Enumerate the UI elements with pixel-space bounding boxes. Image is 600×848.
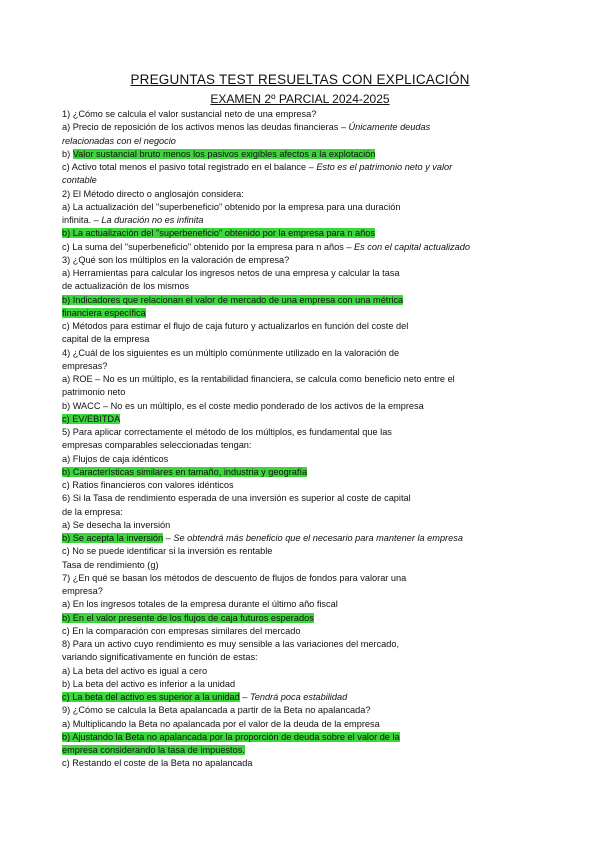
line-segment: b) WACC – No es un múltiplo, es el coste medio ponderado de los activos de la empresa xyxy=(62,400,424,411)
highlighted-answer: b) En el valor presente de los flujos de caja futuros esperados xyxy=(62,612,314,623)
line-segment: c) La suma del "superbeneficio" obtenido por la empresa para n años – xyxy=(62,241,355,252)
highlighted-answer: c) La beta del activo es superior a la unidad xyxy=(62,692,240,702)
text-line xyxy=(62,691,347,703)
line-segment: patrimonio neto xyxy=(62,387,126,398)
explanation-text: La duración no es infinita xyxy=(101,215,204,225)
text-line xyxy=(62,307,146,319)
text-line xyxy=(62,360,107,372)
text-line xyxy=(62,559,159,571)
text-line xyxy=(62,135,176,147)
text-line xyxy=(62,638,399,650)
text-line xyxy=(62,174,97,186)
text-line xyxy=(62,413,120,425)
line-segment: 4) ¿Cuál de los siguientes es un múltiplo comúnmente utilizado en la valoración de xyxy=(62,347,400,358)
text-line xyxy=(62,718,380,730)
text-line xyxy=(62,400,424,412)
line-segment: empresas? xyxy=(62,360,108,371)
line-segment: variando significativamente en función de estas: xyxy=(62,652,258,663)
text-line xyxy=(62,201,401,213)
explanation-text: Se obtendrá más beneficio que el necesario para mantener la empresa xyxy=(173,533,463,543)
line-segment: a) La beta del activo es igual a cero xyxy=(62,665,208,676)
line-segment: a) ROE – No es un múltiplo, es la rentabilidad financiera, se calcula como beneficio neto entre el xyxy=(62,374,455,384)
text-line xyxy=(62,280,189,292)
line-segment: c) Métodos para estimar el flujo de caja futuro y actualizarlos en función del coste del xyxy=(62,321,409,331)
text-line xyxy=(62,492,411,504)
line-segment: c) Activo total menos el pasivo total registrado en el balance – xyxy=(62,162,317,172)
text-line xyxy=(62,188,244,200)
text-line xyxy=(62,704,371,716)
line-segment: de la empresa: xyxy=(62,506,123,517)
line-segment: 2) El Método directo o anglosajón considera: xyxy=(62,188,244,199)
line-segment: 7) ¿En qué se basan los métodos de descuento de flujos de fondos para valorar una xyxy=(62,572,407,583)
line-segment: a) La actualización del "superbeneficio" obtenido por la empresa para una duración xyxy=(62,201,401,212)
line-segment: a) En los ingresos totales de la empresa durante el último año fiscal xyxy=(62,599,338,610)
line-segment: 1) ¿Cómo se calcula el valor sustancial neto de una empresa? xyxy=(62,109,317,119)
explanation-text: relacionadas con el negocio xyxy=(62,135,176,146)
line-segment: – xyxy=(239,692,250,702)
line-segment: capital de la empresa xyxy=(62,334,150,345)
text-line xyxy=(62,161,452,173)
highlighted-answer: b) Ajustando la Beta no apalancada por la proporción de deuda sobre el valor de la xyxy=(62,731,400,742)
text-line xyxy=(62,744,245,756)
explanation-text: Tendrá poca estabilidad xyxy=(249,692,348,702)
text-line xyxy=(62,532,463,544)
line-segment: a) Multiplicando la Beta no apalancada por el valor de la deuda de la empresa xyxy=(62,718,380,729)
line-segment: a) Herramientas para calcular los ingresos netos de una empresa y calcular la tasa xyxy=(62,268,400,278)
text-line xyxy=(62,254,289,266)
text-line xyxy=(62,625,300,637)
line-segment: a) Flujos de caja idénticos xyxy=(62,453,169,464)
document-subtitle: EXAMEN 2º PARCIAL 2024-2025 xyxy=(210,92,390,106)
text-line xyxy=(62,333,149,345)
text-line xyxy=(62,294,403,306)
highlighted-answer: b) Indicadores que relacionan el valor de mercado de una empresa con una métrica xyxy=(62,294,404,305)
line-segment: empresa? xyxy=(62,586,103,596)
text-line xyxy=(62,506,123,518)
line-segment: 5) Para aplicar correctamente el método de los múltiplos, es fundamental que las xyxy=(62,427,392,437)
line-segment: 9) ¿Cómo se calcula la Beta apalancada a partir de la Beta no apalancada? xyxy=(62,705,371,716)
line-segment: 6) Si la Tasa de rendimiento esperada de una inversión es superior al coste de capital xyxy=(62,493,411,504)
highlighted-answer: empresa considerando la tasa de impuestos. xyxy=(62,745,245,755)
line-segment: b) xyxy=(62,148,73,159)
text-line xyxy=(62,545,272,557)
explanation-text: Esto es el patrimonio neto y valor xyxy=(316,162,453,172)
text-line xyxy=(62,519,170,531)
line-segment: c) Restando el coste de la Beta no apalancada xyxy=(62,758,253,769)
line-segment: b) La beta del activo es inferior a la unidad xyxy=(62,678,236,689)
line-segment: a) Precio de reposición de los activos menos las deudas financieras – xyxy=(62,122,349,133)
text-line xyxy=(62,439,251,451)
text-line xyxy=(62,731,400,743)
text-line xyxy=(62,466,307,478)
line-segment: 8) Para un activo cuyo rendimiento es muy sensible a las variaciones del mercado, xyxy=(62,639,400,649)
text-line xyxy=(62,665,207,677)
text-line xyxy=(62,757,253,769)
line-segment: c) Ratios financieros con valores idénticos xyxy=(62,480,234,490)
text-line xyxy=(62,572,406,584)
line-segment: a) Se desecha la inversión xyxy=(62,519,171,530)
explanation-text: contable xyxy=(62,175,97,186)
text-line xyxy=(62,479,234,491)
document-title: PREGUNTAS TEST RESUELTAS CON EXPLICACIÓN xyxy=(130,72,470,87)
line-segment: infinita. – xyxy=(62,215,102,225)
text-line xyxy=(62,426,392,438)
text-line xyxy=(62,612,314,624)
text-line xyxy=(62,678,235,690)
text-line xyxy=(62,453,168,465)
text-line xyxy=(62,108,316,120)
line-segment: c) No se puede identificar si la inversión es rentable xyxy=(62,546,273,557)
text-line xyxy=(62,373,455,385)
text-line xyxy=(62,241,470,253)
highlighted-answer: b) La actualización del "superbeneficio" obtenido por la empresa para n años xyxy=(62,228,375,239)
highlighted-answer: b) Se acepta la inversión xyxy=(62,533,164,543)
text-line xyxy=(62,386,125,398)
highlighted-answer: c) EV/EBITDA xyxy=(62,413,121,424)
text-line xyxy=(62,121,430,133)
text-line xyxy=(62,320,408,332)
text-line xyxy=(62,148,375,160)
text-line xyxy=(62,585,103,597)
line-segment: empresas comparables seleccionadas tengan: xyxy=(62,440,252,451)
line-segment: 3) ¿Qué son los múltiplos en la valoración de empresa? xyxy=(62,254,290,265)
highlighted-answer: b) Características similares en tamaño, industria y geografía xyxy=(62,466,308,477)
line-segment: – xyxy=(163,533,174,543)
text-line xyxy=(62,598,338,610)
text-line xyxy=(62,214,203,226)
line-segment: de actualización de los mismos xyxy=(62,281,190,292)
line-segment: c) En la comparación con empresas similares del mercado xyxy=(62,625,301,636)
explanation-text: Es con el capital actualizado xyxy=(354,241,470,252)
line-segment: Tasa de rendimiento (g) xyxy=(62,559,159,570)
text-line xyxy=(62,651,258,663)
text-line xyxy=(62,227,375,239)
text-line xyxy=(62,267,400,279)
text-line xyxy=(62,347,399,359)
highlighted-answer: Valor sustancial bruto menos los pasivos exigibles afectos a la explotación xyxy=(72,148,376,159)
explanation-text: Únicamente deudas xyxy=(348,122,431,133)
highlighted-answer: financiera específica xyxy=(62,307,146,318)
